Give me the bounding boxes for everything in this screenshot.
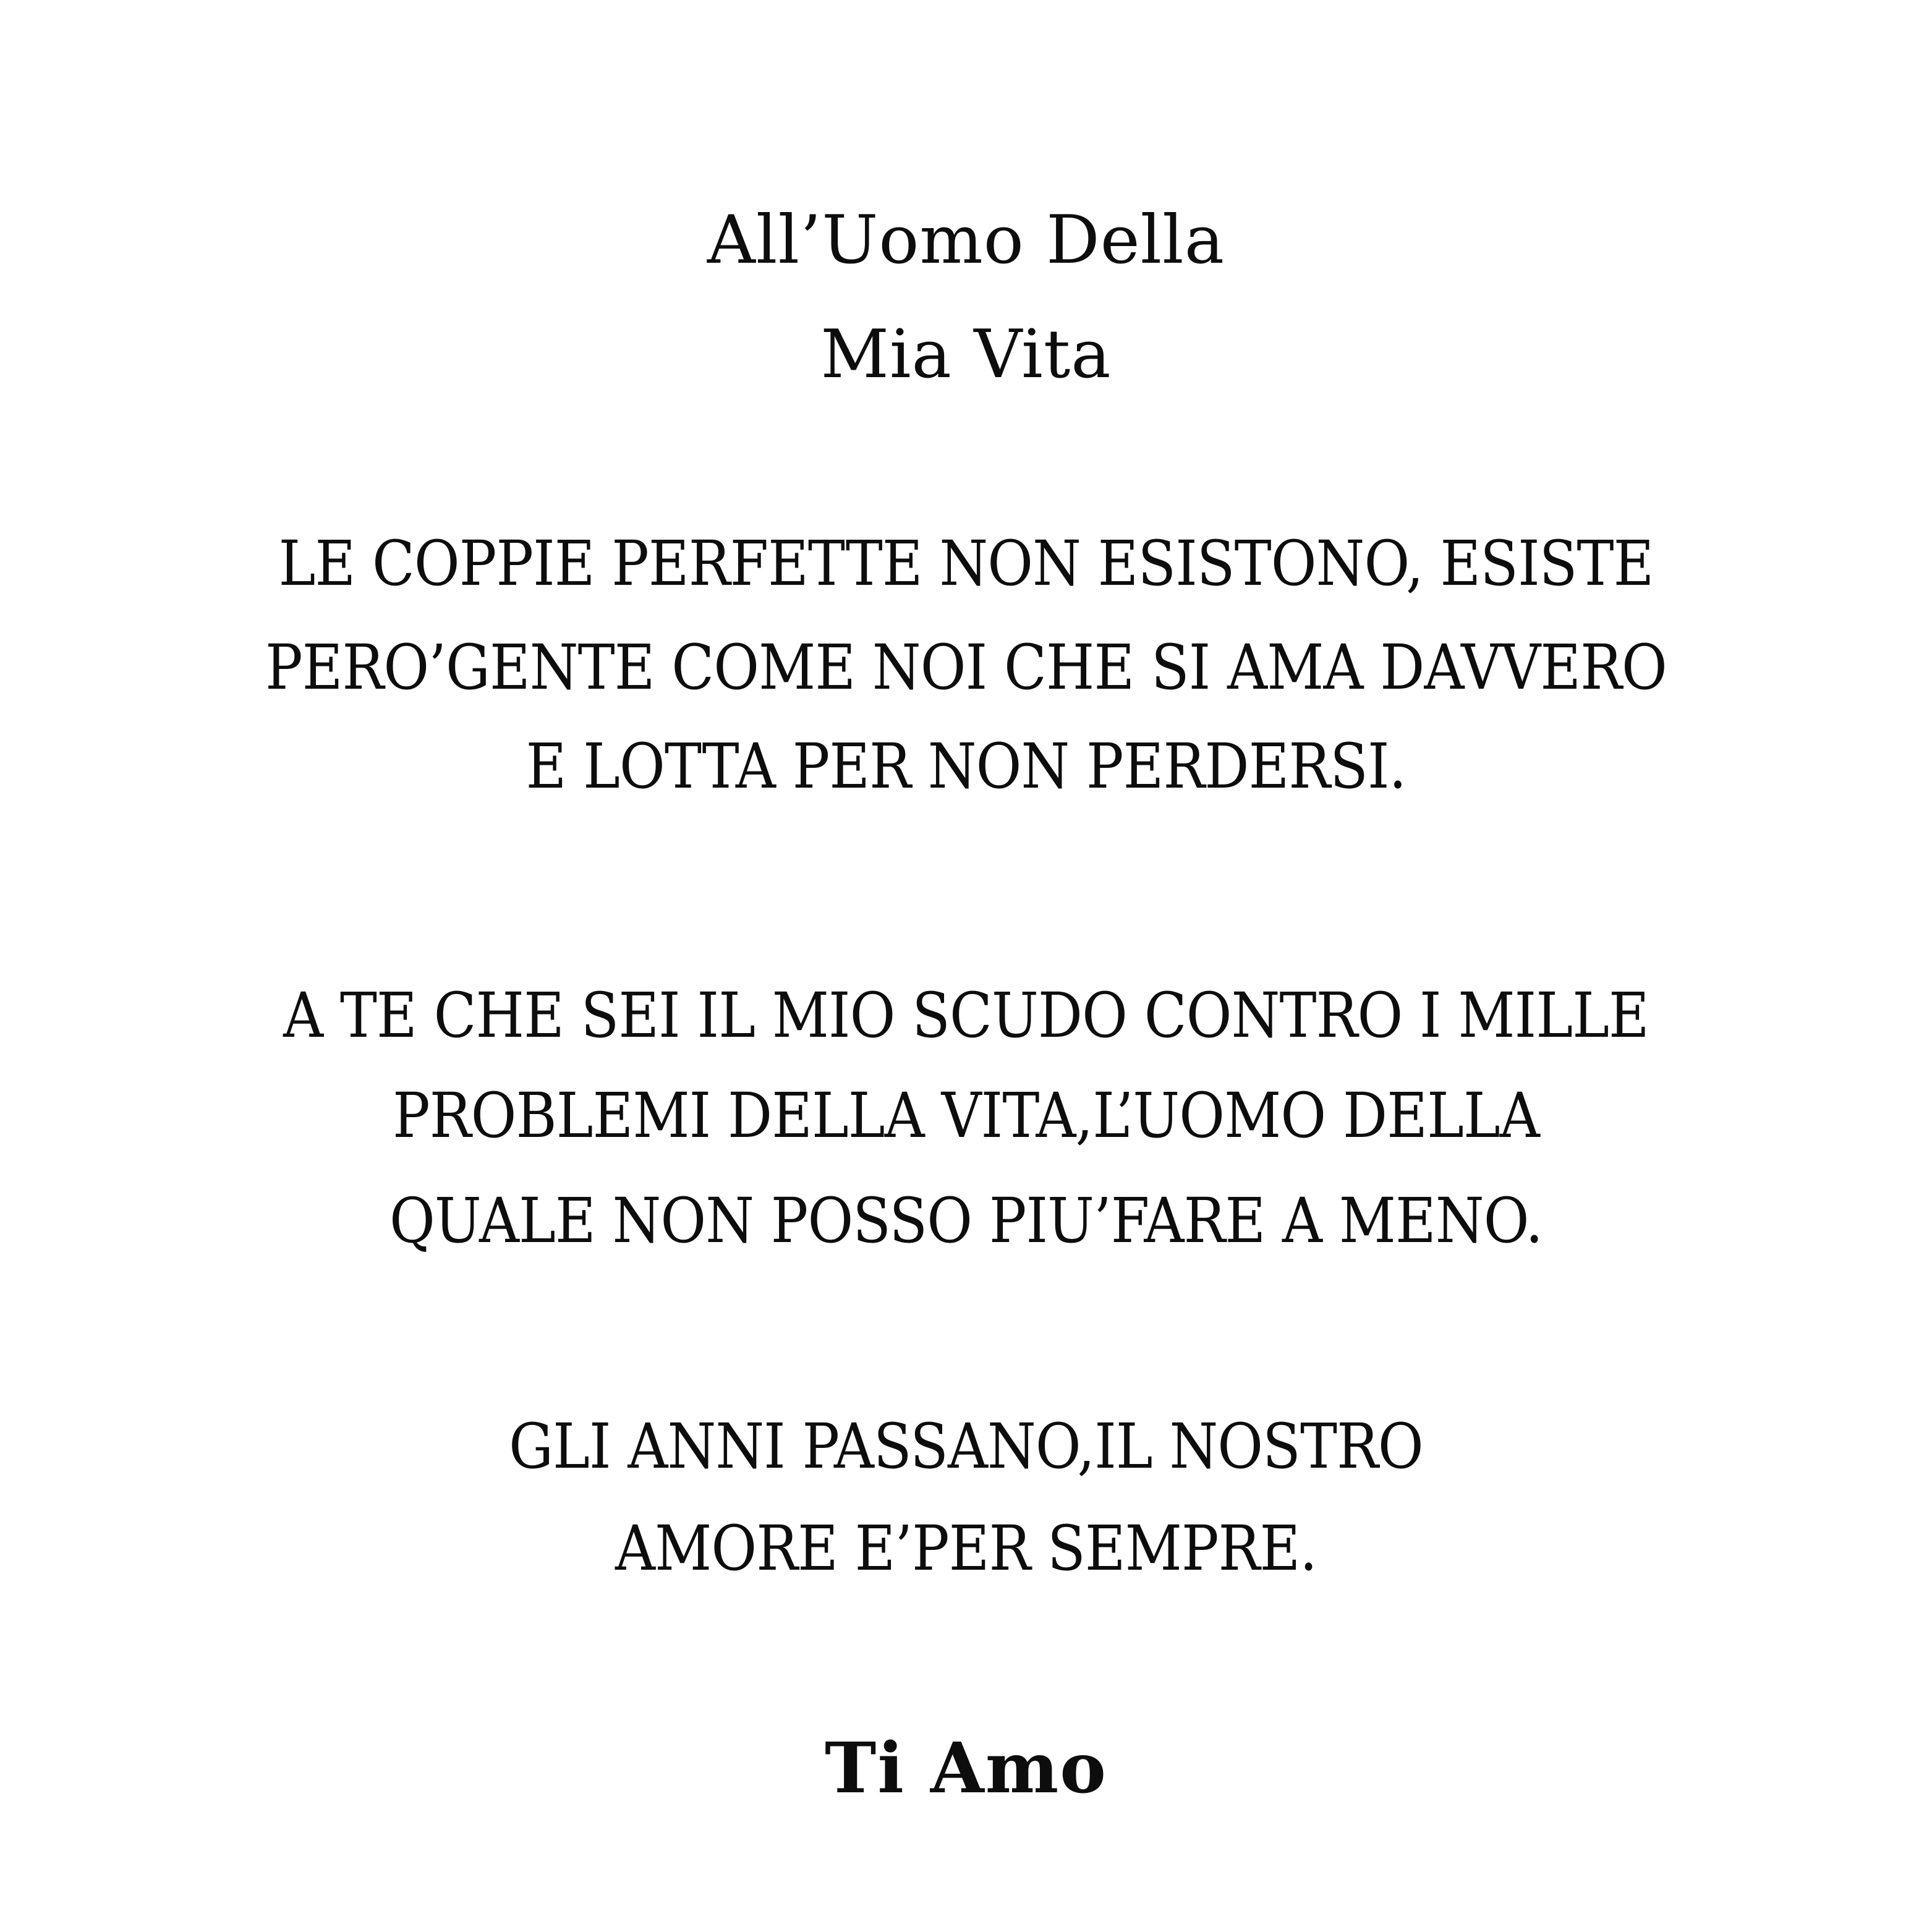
paragraph-2-line-2: PROBLEMI DELLA VITA,L’UOMO DELLA — [393, 1079, 1539, 1152]
paragraph-3-line-2: AMORE E’PER SEMPRE. — [615, 1512, 1317, 1585]
paragraph-2-line-1: A TE CHE SEI IL MIO SCUDO CONTRO I MILLE — [283, 979, 1649, 1052]
paragraph-3-line-1: GLI ANNI PASSANO,IL NOSTRO — [509, 1410, 1423, 1483]
paragraph-1-line-1: LE COPPIE PERFETTE NON ESISTONO, ESISTE — [278, 527, 1654, 600]
paragraph-2-line-3: QUALE NON POSSO PIU’FARE A MENO. — [389, 1185, 1543, 1257]
paragraph-1-line-3: E LOTTA PER NON PERDERSI. — [526, 730, 1406, 802]
heading-line-1: All’Uomo Della — [707, 202, 1225, 279]
heading-line-2: Mia Vita — [820, 316, 1112, 393]
paragraph-1-line-2: PERO’GENTE COME NOI CHE SI AMA DAVVERO — [265, 631, 1667, 704]
signature: Ti Amo — [825, 1728, 1107, 1809]
